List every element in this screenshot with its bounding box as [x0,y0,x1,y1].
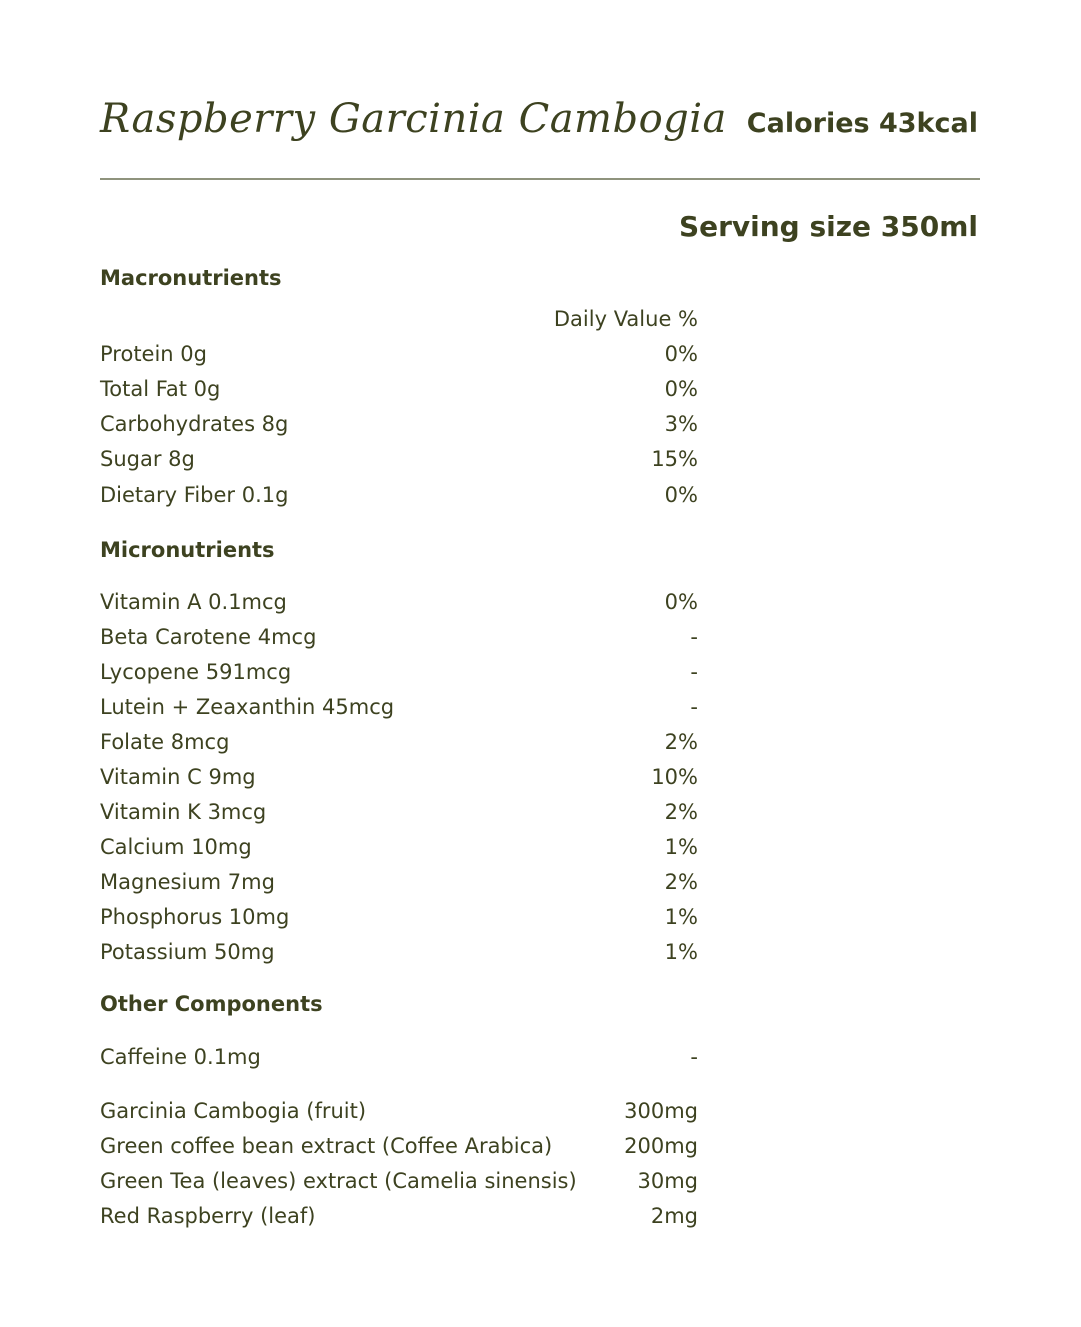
nutrient-value: 0% [664,483,698,507]
nutrient-label: Carbohydrates 8g [100,412,289,436]
nutrient-value: 2% [664,800,698,824]
product-title: Raspberry Garcinia Cambogia [100,96,727,142]
component-value: - [690,1045,698,1069]
nutrient-label: Lutein + Zeaxanthin 45mcg [100,695,395,719]
nutrient-row [100,478,698,513]
ingredient-amount: 30mg [637,1169,698,1193]
nutrient-row [100,795,698,830]
nutrient-row [100,725,698,760]
nutrient-value: 1% [664,905,698,929]
nutrient-row [100,900,698,935]
ingredient-amount: 2mg [650,1204,698,1228]
nutrient-value: - [690,660,698,684]
daily-value-header: Daily Value % [553,307,698,331]
nutrient-label: Lycopene 591mcg [100,660,292,684]
nutrient-label: Calcium 10mg [100,835,252,859]
nutrient-value: 2% [664,730,698,754]
nutrient-label: Protein 0g [100,342,207,366]
component-label: Caffeine 0.1mg [100,1045,261,1069]
header-divider [100,178,980,180]
nutrient-row [100,830,698,865]
calories-text: Calories 43kcal [746,108,978,139]
serving-size: Serving size 350ml [678,210,978,243]
nutrient-row [100,442,698,477]
nutrient-value: 2% [664,870,698,894]
nutrient-label: Folate 8mcg [100,730,230,754]
ingredient-row [100,1094,698,1129]
nutrient-label: Magnesium 7mg [100,870,275,894]
ingredient-label: Green coffee bean extract (Coffee Arabica) [100,1134,553,1158]
nutrient-value: 10% [651,765,698,789]
nutrient-label: Phosphorus 10mg [100,905,290,929]
nutrient-label: Vitamin K 3mcg [100,800,267,824]
macronutrients-heading: Macronutrients [100,266,282,290]
nutrient-row [100,620,698,655]
ingredient-label: Green Tea (leaves) extract (Camelia sinensis) [100,1169,577,1193]
nutrient-value: 3% [664,412,698,436]
nutrient-label: Vitamin A 0.1mcg [100,590,287,614]
caffeine-row [100,1040,698,1075]
ingredient-amount: 300mg [624,1099,698,1123]
nutrient-label: Vitamin C 9mg [100,765,256,789]
nutrient-value: - [690,695,698,719]
ingredient-label: Garcinia Cambogia (fruit) [100,1099,367,1123]
nutrient-row [100,690,698,725]
ingredient-row [100,1129,698,1164]
nutrient-row [100,935,698,970]
ingredient-row [100,1164,698,1199]
micronutrients-heading: Micronutrients [100,538,275,562]
nutrient-value: 0% [664,590,698,614]
nutrient-value: 0% [664,342,698,366]
nutrient-label: Dietary Fiber 0.1g [100,483,289,507]
nutrient-row [100,760,698,795]
nutrient-label: Beta Carotene 4mcg [100,625,317,649]
ingredient-row [100,1199,698,1234]
nutrient-row [100,407,698,442]
nutrient-row [100,655,698,690]
other-components-heading: Other Components [100,992,323,1016]
ingredient-amount: 200mg [624,1134,698,1158]
nutrient-value: 1% [664,940,698,964]
nutrient-value: - [690,625,698,649]
nutrition-label [100,0,980,1327]
nutrient-value: 0% [664,377,698,401]
nutrient-label: Potassium 50mg [100,940,275,964]
nutrient-row [100,865,698,900]
nutrient-value: 15% [651,447,698,471]
nutrient-value: 1% [664,835,698,859]
ingredient-label: Red Raspberry (leaf) [100,1204,316,1228]
label-header [100,92,980,152]
nutrient-row [100,585,698,620]
nutrient-label: Sugar 8g [100,447,195,471]
nutrient-label: Total Fat 0g [100,377,221,401]
nutrient-row [100,372,698,407]
nutrient-row [100,337,698,372]
